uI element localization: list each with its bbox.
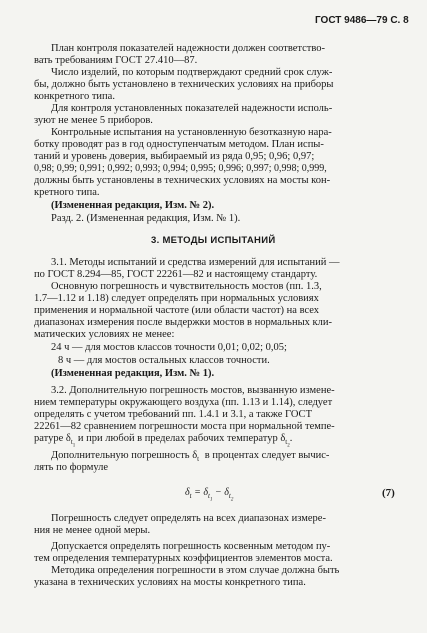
paragraph-line: тем определения температурных коэффициентов элементов моста. [34,553,333,564]
amendment-note: Разд. 2. (Измененная редакция, Изм. № 1). [51,213,241,224]
page-header: ГОСТ 9486—79 С. 8 [315,15,409,26]
temperature-text: ратуре δ [34,433,71,444]
subscript-1: 1 [72,443,76,449]
subscript-t: t [285,438,288,447]
paragraph-line: 0,98; 0,99; 0,991; 0,992; 0,993; 0,994; 0,995; 0,996; 0,997; 0,998; 0,999, [34,163,327,174]
subscript-t: t [70,438,73,447]
equation-number: (7) [382,487,395,499]
paragraph-line: ратуре $\delta_{t_1}$ и при любой в пределах рабочих температур $\delta_{t_2}$. [34,433,293,449]
paragraph-line: по ГОСТ 8.294—85, ГОСТ 22261—82 и настоящему стандарту. [34,269,318,280]
paragraph-line: вать требованиям ГОСТ 27.410—87. [34,55,198,66]
paragraph-line: определять с учетом требований пп. 1.4.1 и 3.1, а также ГОСТ [34,409,312,420]
condition-line: 24 ч — для мостов классов точности 0,01; 0,02; 0,05; [51,342,287,353]
temperature-text: и при любой в пределах рабочих температур δ [77,433,286,444]
paragraph-line: Погрешность следует определять на всех диапазонах измере- [51,513,326,524]
paragraph-line: применения и нормальной частоте (или области частот) на всех [34,305,320,316]
subscript-2: 2 [287,443,290,449]
condition-line: 8 ч — для мостов остальных классов точности. [58,355,270,366]
paragraph-line: Число изделий, по которым подтверждают средний срок служ- [51,67,333,78]
paragraph-line: 3.1. Методы испытаний и средства измерений для испытаний — [51,257,340,268]
section-heading: 3. МЕТОДЫ ИСПЫТАНИЙ [151,235,276,246]
paragraph-line: конкретного типа. [34,91,115,102]
paragraph-line: диапазонах измерения после выдержки мостов в нормальных кли- [34,317,332,328]
paragraph-line: таний и уровень доверия, выбираемый из ряда 0,95; 0,96; 0,97; [34,151,315,162]
formula: $\delta_t = \delta_{t_1} - \delta_{t_2}$ [185,487,234,503]
paragraph-line: лять по формуле [34,462,109,473]
paragraph-line: 1.7—1.12 и 1.18) следует определять при нормальных условиях [34,293,319,304]
paragraph-line: ния не менее одной меры. [34,525,151,536]
paragraph-line: Для контроля установленных показателей надежности исполь- [51,103,333,114]
paragraph-line: Методика определения погрешности в этом случае должна быть [51,565,340,576]
paragraph-line: Основную погрешность и чувствительность мостов (пп. 1.3, [51,281,322,292]
paragraph-line: ботку проводят раз в год одноступенчатым методом. План испы- [34,139,324,150]
paragraph-line: План контроля показателей надежности должен соответство- [51,43,325,54]
formula-intro: в процентах следует вычис- [204,450,330,461]
paragraph-line: Допускается определять погрешность косвенным методом пу- [51,541,331,552]
paragraph-line: указана в технических условиях на мосты конкретного типа. [34,577,306,588]
formula-intro: Дополнительную погрешность δ [51,450,198,461]
subscript-t: t [197,455,200,464]
paragraph-line: Контрольные испытания на установленную безотказную нара- [51,127,332,138]
paragraph-line: бы, должно быть установлено в технических условиях на приборы [34,79,334,90]
paragraph-line: кретного типа. [34,187,100,198]
paragraph-line: матических условиях не менее: [34,329,175,340]
amendment-note: (Измененная редакция, Изм. № 2). [51,200,215,211]
paragraph-line: нием температуры окружающего воздуха (пп. 1.13 и 1.14), следует [34,397,333,408]
paragraph-line: 22261—82 сравнением погрешности моста при нормальной темпе- [34,421,335,432]
paragraph-line: должны быть установлены в технических условиях на мосты кон- [34,175,331,186]
amendment-note: (Измененная редакция, Изм. № 1). [51,368,215,379]
paragraph-line: зуют не менее 5 приборов. [34,115,153,126]
paragraph-line: 3.2. Дополнительную погрешность мостов, вызванную измене- [51,385,335,396]
